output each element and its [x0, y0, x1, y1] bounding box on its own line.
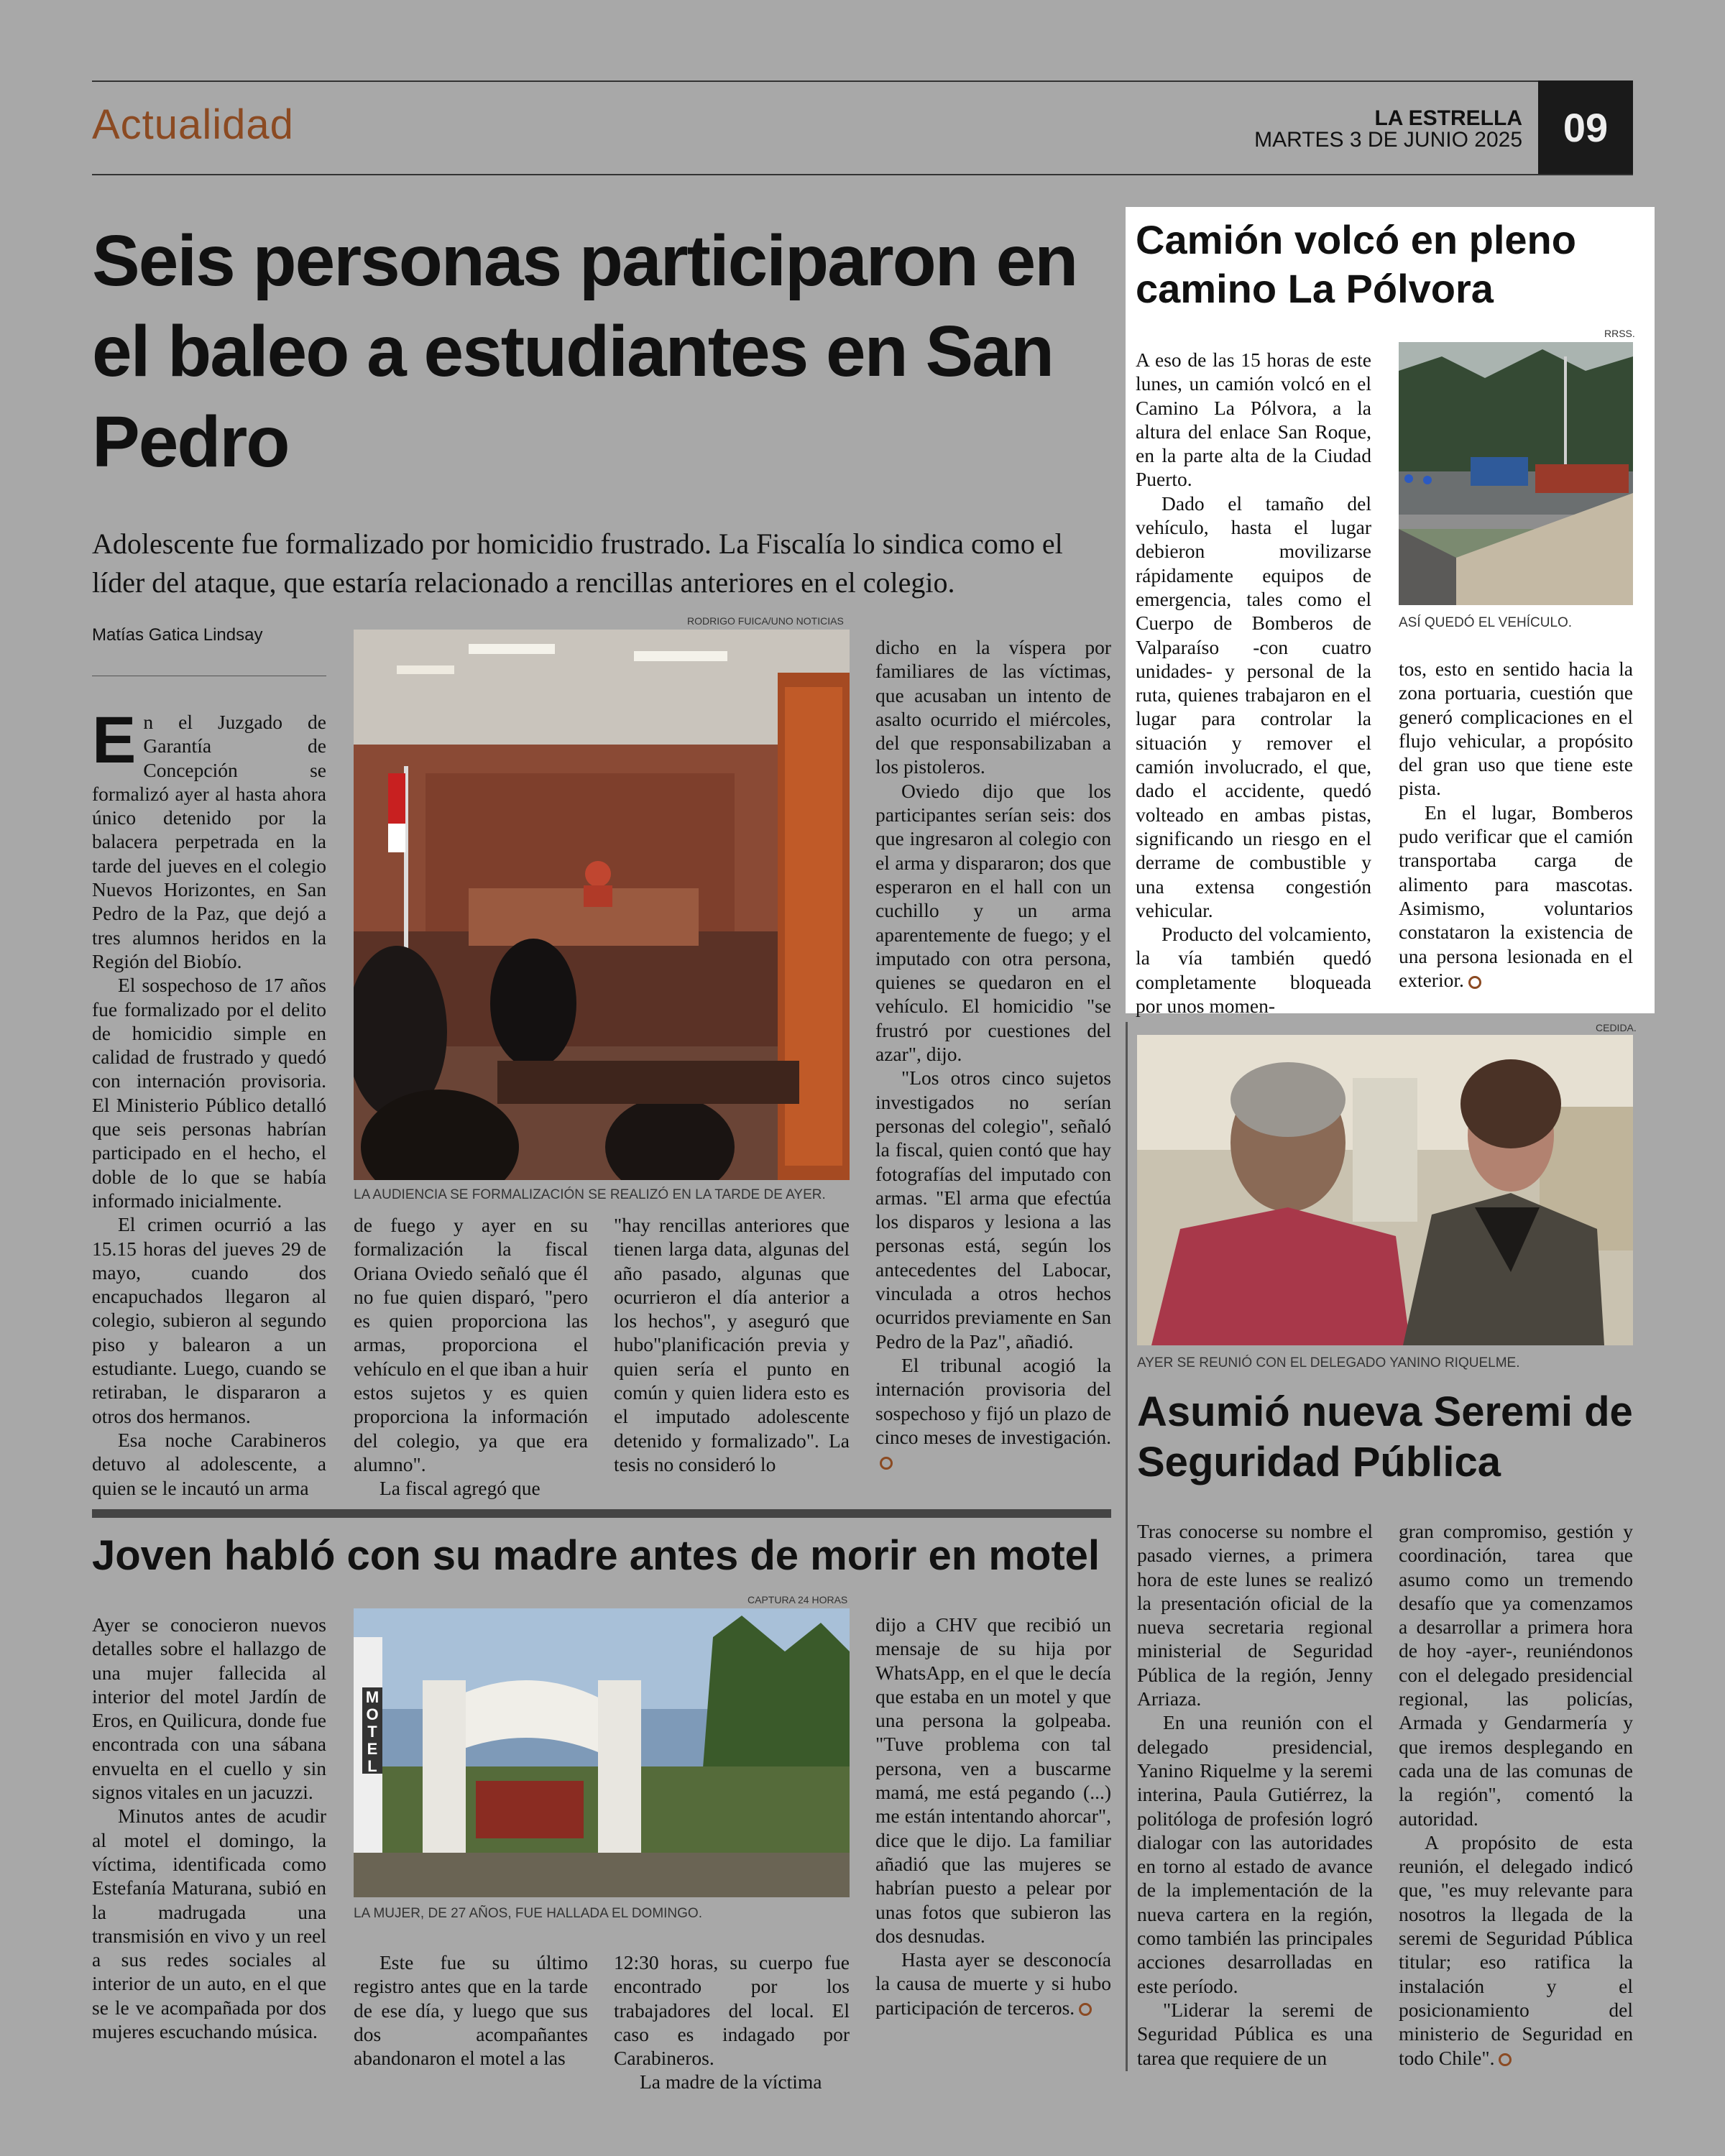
- end-mark-icon: [1079, 2003, 1092, 2016]
- dropcap: E: [92, 704, 137, 777]
- motel-illustration: [354, 1608, 850, 1897]
- seremi-photo-caption: AYER SE REUNIÓ CON EL DELEGADO YANINO RIQUELME.: [1137, 1355, 1520, 1370]
- paragraph: [875, 1948, 1111, 2019]
- main-column-1: [92, 704, 326, 1500]
- section-name: Actualidad: [92, 101, 294, 148]
- paragraph: El sospechoso de 17 años fue formalizado por el delito de homicidio simple en calidad de frustrado y quedó con internación provisoria. El Ministerio Público detalló que seis personas habrían participado en el hecho, el doble de lo que se había informado inicialmente.: [92, 974, 326, 1212]
- paper-name: LA ESTRELLA: [1374, 106, 1522, 130]
- truck-illustration: [1399, 342, 1633, 605]
- paragraph-text: A propósito de esta reunión, el delegado indicó que, "es muy relevante para nosotros la llegada de la seremi de Seguridad Pública titular; eso ratifica la instalación y el posicionamiento del ministerio de Seguridad en todo Chile".: [1399, 1830, 1633, 2069]
- main-headline: Seis personas participaron en el baleo a estudiantes en San Pedro: [92, 221, 1077, 482]
- paragraph: [1399, 1830, 1633, 2070]
- courtroom-illustration: [354, 630, 850, 1180]
- paragraph: La madre de la víctima: [640, 2070, 822, 2093]
- seremi-column-1: [1137, 1519, 1373, 2070]
- paragraph: Esa noche Carabineros detuvo al adolescente, a quien se le incautó un arma: [92, 1428, 326, 1499]
- paragraph-text: En el lugar, Bomberos pudo verificar que el camión transportaba carga de alimento para mascotas. Asimismo, voluntarios constataron la existencia de una persona lesionada en el exterior.: [1399, 801, 1633, 991]
- paragraph: Tras conocerse su nombre el pasado viernes, a primera hora de este lunes se realizó la presentación oficial de la nueva secretaria regional ministerial de Seguridad Pública de la región, Jenny Arriaza.: [1137, 1520, 1373, 1710]
- truck-photo-caption: ASÍ QUEDÓ EL VEHÍCULO.: [1399, 615, 1573, 630]
- seremi-headline: Asumió nueva Seremi de Seguridad Pública: [1137, 1388, 1633, 1485]
- main-column-4: [875, 635, 1111, 1473]
- sidebar-column-1: [1136, 348, 1371, 1018]
- seremi-photo: [1137, 1035, 1633, 1345]
- paragraph: A eso de las 15 horas de este lunes, un camión volcó en el Camino La Pólvora, a la altura del enlace San Roque, en la parte alta de la Ciudad Puerto.: [1136, 349, 1371, 491]
- sidebar-headline: Camión volcó en pleno camino La Pólvora: [1136, 217, 1576, 311]
- paragraph: de fuego y ayer en su formalización la fiscal Oriana Oviedo señaló que él no fue quien disparó, "pero es quien proporciona las armas, proporciona el vehículo en el que iban a huir estos sujetos y es quien proporciona la información del colegio, ya que era alumno".: [354, 1214, 588, 1475]
- paragraph: "hay rencillas anteriores que tienen larga data, algunas del año pasado, algunas que ocurrieron el día anterior a los hechos", y aseguró que hubo"planificación previa y quien sería el punto en común y quien lidera esto es el imputado adolescente detenido y formalizado". La tesis no consideró lo: [614, 1214, 850, 1475]
- header-top-rule: [92, 80, 1538, 82]
- paragraph: n el Juzgado de Garantía de Concepción se formalizó ayer al hasta ahora único detenido por la balacera perpetrada en la tarde del jueves en el colegio Nuevos Horizontes, en San Pedro de la Paz, que dejó a tres alumnos heridos en la Región del Biobío.: [92, 711, 326, 972]
- truck-photo-credit: RRSS.: [1604, 328, 1635, 339]
- main-column-3: [614, 1213, 850, 1476]
- motel-column-3: [614, 1950, 850, 2094]
- motel-column-2: [354, 1950, 588, 2070]
- paragraph: Producto del volcamiento, la vía también quedó completamente bloqueada por unos momen-: [1136, 923, 1371, 1018]
- motel-headline: Joven habló con su madre antes de morir en motel: [92, 1532, 1100, 1579]
- paragraph: [1399, 801, 1633, 992]
- paragraph: "Liderar la seremi de Seguridad Pública es una tarea que requiere de un: [1137, 1998, 1373, 2069]
- main-deck: Adolescente fue formalizado por homicidio frustrado. La Fiscalía lo sindica como el líder del ataque, que estaría relacionado a rencillas anteriores en el colegio.: [92, 528, 1063, 599]
- seremi-column-2: [1399, 1519, 1633, 2070]
- motel-column-1: [92, 1613, 326, 2043]
- paragraph: Oviedo dijo que los participantes serían seis: dos que ingresaron al colegio con el arma y dispararon; dos que esperaron en el hall con un cuchillo y un arma aparentemente de fuego; y el imputado con otra persona, quienes se quedaron en el vehículo. El homicidio "se frustró por cuestiones del azar", dijo.: [875, 779, 1111, 1066]
- meeting-illustration: [1137, 1035, 1633, 1345]
- paragraph: "Los otros cinco sujetos investigados no serían personas del colegio", señaló la fiscal, quien contó que hay fotografías del imputado con armas. "El arma que efectúa los disparos y lesiona a las personas está, según los antecedentes del Labocar, vinculada a otros hechos ocurridos previamente en San Pedro de la Paz", añadió.: [875, 1067, 1111, 1353]
- paragraph: Ayer se conocieron nuevos detalles sobre el hallazgo de una mujer fallecida al interior del motel Jardín de Eros, en Quilicura, donde fue encontrada con una sábana envuelta en el cuello y sin signos vitales en un jacuzzi.: [92, 1613, 326, 1804]
- paragraph: dijo a CHV que recibió un mensaje de su hija por WhatsApp, en el que le decía que estaba en un motel y que una persona la golpeaba. "Tuve problema con tal persona, ven a buscarme mamá, me está pegando (...) me están intentando ahorcar", dice que le dijo. La familiar añadió que las mujeres se habrían puesto a pelear por unas fotos que subieron las dos desnudas.: [875, 1613, 1111, 1947]
- motel-photo-credit: CAPTURA 24 HORAS: [748, 1594, 848, 1606]
- paragraph: tos, esto en sentido hacia la zona portuaria, cuestión que generó complicaciones en el flujo vehicular, a propósito del gran uso que tiene este pista.: [1399, 658, 1633, 800]
- motel-photo-caption: LA MUJER, DE 27 AÑOS, FUE HALLADA EL DOMINGO.: [354, 1906, 702, 1921]
- paragraph: En una reunión con el delegado presidencial, Yanino Riquelme y la seremi interina, Paula Gutiérrez, la politóloga de profesión logró dialogar con las autoridades en torno al estado de avance de la implementación de la nueva cartera en la región, como también las principales acciones desarrolladas en este período.: [1137, 1711, 1373, 1997]
- motel-sign: MOTEL: [365, 1688, 380, 1775]
- column-divider: [1126, 1022, 1128, 2071]
- paragraph: Dado el tamaño del vehículo, hasta el lugar debieron movilizarse rápidamente equipos de emergencia, tales como el Cuerpo de Bomberos de Valparaíso -con cuatro unidades- y personal de la ruta, quienes trabajaron en el lugar para controlar la situación y remover el camión involucrado, el que, dado el accidente, quedó volteado en ambas pistas, significando un riesgo en el derrame de combustible y una extensa congestión vehicular.: [1136, 492, 1371, 921]
- motel-top-bar: [92, 1509, 1111, 1518]
- paragraph: Minutos antes de acudir al motel el domingo, la víctima, identificada como Estefanía Maturana, subió en la madrugada una transmisión en vivo y un reel a sus redes sociales al interior de un auto, en el que se le ve acompañada por dos mujeres escuchando música.: [92, 1805, 326, 2043]
- page-number: 09: [1538, 80, 1633, 174]
- paragraph: dicho en la víspera por familiares de las víctimas, que acusaban un intento de asalto ocurrido el miércoles, del que responsabilizaban a los pistoleros.: [875, 636, 1111, 778]
- end-mark-icon: [1468, 976, 1481, 989]
- main-photo-caption: LA AUDIENCIA SE FORMALIZACIÓN SE REALIZÓ EN LA TARDE DE AYER.: [354, 1187, 826, 1202]
- main-photo-credit: RODRIGO FUICA/UNO NOTICIAS: [687, 615, 844, 627]
- paragraph: Este fue su último registro antes que en la tarde de ese día, y luego que sus dos acompañantes abandonaron el motel a las: [354, 1951, 588, 2070]
- paragraph: La fiscal agregó que: [380, 1477, 540, 1500]
- main-column-2: [354, 1213, 588, 1501]
- paragraph-text: El tribunal acogió la internación provisoria del sospechoso y fijó un plazo de cinco meses de investigación.: [875, 1353, 1111, 1448]
- seremi-photo-credit: CEDIDA.: [1596, 1022, 1637, 1033]
- byline: Matías Gatica Lindsay: [92, 625, 263, 645]
- courtroom-photo: [354, 630, 850, 1180]
- paragraph: gran compromiso, gestión y coordinación, tarea que asumo como un tremendo desafío que ya comenzamos a desarrollar a primera hora de hoy -ayer-, reuniéndonos con el delegado presidencial regional, las policías, Armada y Gendarmería y que iremos desplegando en cada una de las comunas de la región", comentó la autoridad.: [1399, 1520, 1633, 1830]
- motel-column-4: [875, 1613, 1111, 2019]
- truck-photo: [1399, 342, 1633, 605]
- paragraph: El crimen ocurrió a las 15.15 horas del jueves 29 de mayo, cuando dos encapuchados llegaron al colegio, subieron al segundo piso y balearon a un estudiante. Luego, cuando se retiraban, le dispararon a otros dos hermanos.: [92, 1213, 326, 1427]
- paper-date: MARTES 3 DE JUNIO 2025: [1254, 128, 1522, 152]
- motel-photo: [354, 1608, 850, 1897]
- end-mark-icon: [880, 1457, 893, 1470]
- paragraph: 12:30 horas, su cuerpo fue encontrado por los trabajadores del local. El caso es indagado por Carabineros.: [614, 1951, 850, 2070]
- paragraph: [875, 1353, 1111, 1473]
- paragraph-text: Hasta ayer se desconocía la causa de muerte y si hubo participación de terceros.: [875, 1948, 1111, 2019]
- sidebar-column-2: [1399, 657, 1633, 992]
- header-bottom-rule: [92, 174, 1633, 175]
- end-mark-icon: [1499, 2053, 1512, 2066]
